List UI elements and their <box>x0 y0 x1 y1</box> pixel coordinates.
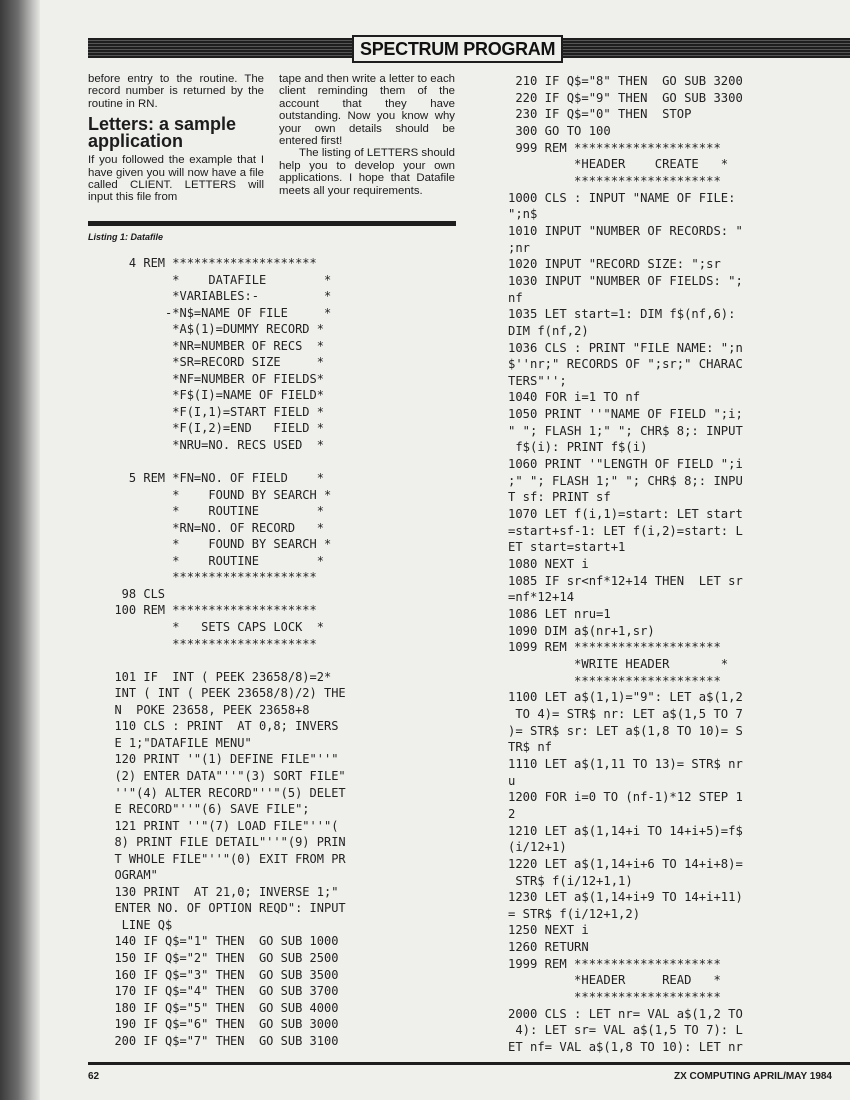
code-line: 8) PRINT FILE DETAIL"''"(9) PRIN <box>100 835 346 850</box>
code-line: T sf: PRINT sf <box>508 490 611 505</box>
code-line: *RN=NO. OF RECORD * <box>100 520 324 535</box>
code-line: * SETS CAPS LOCK * <box>100 620 324 635</box>
code-line: 101 IF INT ( PEEK 23658/8)=2* <box>100 669 332 684</box>
col2-paragraph-1: tape and then write a letter to each client reminding them of the account that they have outstanding. Now you know why your own details should be entered first! <box>279 73 455 148</box>
code-line: * DATAFILE * <box>100 272 332 287</box>
code-line: 210 IF Q$="8" THEN GO SUB 3200 <box>508 74 743 88</box>
code-line: *F$(I)=NAME OF FIELD* <box>100 388 324 403</box>
code-line: 1085 IF sr<nf*12+14 THEN LET sr <box>508 573 743 588</box>
code-line: TO 4)= STR$ nr: LET a$(1,5 TO 7 <box>508 706 743 721</box>
code-line: nf <box>508 290 523 305</box>
col1-paragraph-2: If you followed the example that I have given you will now have a file called CLIENT. LETTERS will input this file from <box>88 154 264 204</box>
code-line: 1250 NEXT i <box>508 923 589 938</box>
code-line: TR$ nf <box>508 740 553 755</box>
code-line: 1050 PRINT ''"NAME OF FIELD ";i; <box>508 407 743 422</box>
code-line: ''"(4) ALTER RECORD"''"(5) DELET <box>100 785 346 800</box>
footer-rule <box>88 1062 850 1065</box>
code-line: f$(i): PRINT f$(i) <box>508 440 648 455</box>
code-line: *VARIABLES:- * <box>100 289 332 304</box>
code-line: 1035 LET start=1: DIM f$(nf,6): <box>508 307 736 322</box>
code-line: E RECORD"''"(6) SAVE FILE"; <box>100 802 310 817</box>
code-line: E 1;"DATAFILE MENU" <box>100 735 252 750</box>
code-line: )= STR$ sr: LET a$(1,8 TO 10)= S <box>508 723 743 738</box>
code-line: 1230 LET a$(1,14+i+9 TO 14+i+11) <box>508 890 743 905</box>
code-line: 999 REM ******************** <box>508 140 721 155</box>
code-line: (2) ENTER DATA"''"(3) SORT FILE" <box>100 768 346 783</box>
section-divider <box>88 221 456 226</box>
code-line: ;nr <box>508 240 531 255</box>
code-line: 220 IF Q$="9" THEN GO SUB 3300 <box>508 90 743 105</box>
code-line: 121 PRINT ''"(7) LOAD FILE"''"( <box>100 818 339 833</box>
code-line: N POKE 23658, PEEK 23658+8 <box>100 702 310 717</box>
code-line: = STR$ f(i/12+1,2) <box>508 906 641 921</box>
code-line: *F(I,2)=END FIELD * <box>100 421 324 436</box>
code-line: ******************** <box>508 673 721 688</box>
code-line: 98 CLS <box>100 586 166 601</box>
code-line: 140 IF Q$="1" THEN GO SUB 1000 <box>100 934 339 949</box>
code-line: *A$(1)=DUMMY RECORD * <box>100 322 324 337</box>
article-heading: Letters: a sample application <box>88 114 237 152</box>
code-line <box>100 652 460 669</box>
code-line: TERS"''; <box>508 373 567 388</box>
code-line: 1040 FOR i=1 TO nf <box>508 390 641 405</box>
code-line: u <box>508 773 516 788</box>
code-line: 1036 CLS : PRINT "FILE NAME: ";n <box>508 340 743 355</box>
code-line: 1080 NEXT i <box>508 557 589 572</box>
code-line: -*N$=NAME OF FILE * <box>100 305 332 320</box>
code-line: *HEADER CREATE * <box>508 157 729 172</box>
code-line: (i/12+1) <box>508 840 567 855</box>
code-line: =nf*12+14 <box>508 590 575 605</box>
code-line: INT ( INT ( PEEK 23658/8)/2) THE <box>100 686 346 701</box>
code-line: 1210 LET a$(1,14+i TO 14+i+5)=f$ <box>508 823 743 838</box>
page-number: 62 <box>88 1071 100 1082</box>
code-line: ENTER NO. OF OPTION REQD": INPUT <box>100 901 346 916</box>
code-line: 1010 INPUT "NUMBER OF RECORDS: " <box>508 223 743 238</box>
listing-left-column <box>100 255 460 1049</box>
code-line: 2000 CLS : LET nr= VAL a$(1,2 TO <box>508 1006 743 1021</box>
code-line: 180 IF Q$="5" THEN GO SUB 4000 <box>100 1000 339 1015</box>
article-column-1 <box>88 73 264 204</box>
code-line: $''nr;" RECORDS OF ";sr;" CHARAC <box>508 357 743 372</box>
code-line: 1999 REM ******************** <box>508 956 721 971</box>
code-line: 5 REM *FN=NO. OF FIELD * <box>100 471 324 486</box>
code-line: 150 IF Q$="2" THEN GO SUB 2500 <box>100 950 339 965</box>
code-line: * FOUND BY SEARCH * <box>100 487 332 502</box>
code-line: *NF=NUMBER OF FIELDS* <box>100 371 324 386</box>
code-line: *NR=NUMBER OF RECS * <box>100 338 324 353</box>
code-line: 300 GO TO 100 <box>508 123 611 138</box>
code-line: 160 IF Q$="3" THEN GO SUB 3500 <box>100 967 339 982</box>
code-line: 230 IF Q$="0" THEN STOP <box>508 107 692 122</box>
code-line: 1086 LET nru=1 <box>508 607 611 621</box>
code-line: *NRU=NO. RECS USED * <box>100 438 324 453</box>
code-line: =start+sf-1: LET f(i,2)=start: L <box>508 523 743 538</box>
article-column-2 <box>279 73 455 197</box>
code-line: 4 REM ******************** <box>100 256 317 270</box>
code-line: 1070 LET f(i,1)=start: LET start <box>508 507 743 522</box>
code-line: 1000 CLS : INPUT "NAME OF FILE: <box>508 190 736 205</box>
code-line: 2 <box>508 806 516 821</box>
listing-caption: Listing 1: Datafile <box>88 232 164 242</box>
section-title: SPECTRUM PROGRAM <box>352 35 563 63</box>
code-line: *HEADER READ * <box>508 973 721 988</box>
code-line: *WRITE HEADER * <box>508 656 729 671</box>
code-line: 190 IF Q$="6" THEN GO SUB 3000 <box>100 1017 339 1032</box>
code-line: 1100 LET a$(1,1)="9": LET a$(1,2 <box>508 690 743 705</box>
code-line: " "; FLASH 1;" "; CHR$ 8;: INPUT <box>508 423 743 438</box>
code-line: DIM f(nf,2) <box>508 323 589 338</box>
code-line: ";n$ <box>508 207 538 222</box>
code-line: 100 REM ******************** <box>100 603 317 618</box>
code-line: ET nf= VAL a$(1,8 TO 10): LET nr <box>508 1040 743 1055</box>
code-line: 1020 INPUT "RECORD SIZE: ";sr <box>508 257 721 272</box>
code-line: OGRAM" <box>100 868 158 883</box>
page-spine-shadow <box>0 0 40 1100</box>
code-line: ******************** <box>508 173 721 188</box>
code-line: *F(I,1)=START FIELD * <box>100 404 324 419</box>
code-line: 4): LET sr= VAL a$(1,5 TO 7): L <box>508 1023 743 1038</box>
code-line: ET start=start+1 <box>508 540 626 555</box>
listing-right-column <box>508 73 844 1056</box>
code-line: * ROUTINE * <box>100 553 324 568</box>
code-line: 1110 LET a$(1,11 TO 13)= STR$ nr <box>508 756 743 771</box>
code-line: 1030 INPUT "NUMBER OF FIELDS: "; <box>508 273 743 288</box>
code-line: *SR=RECORD SIZE * <box>100 355 324 370</box>
code-line <box>100 454 460 471</box>
code-line: 200 IF Q$="7" THEN GO SUB 3100 <box>100 1033 339 1048</box>
code-line: 1220 LET a$(1,14+i+6 TO 14+i+8)= <box>508 856 743 871</box>
code-line: 1060 PRINT '"LENGTH OF FIELD ";i <box>508 457 743 472</box>
code-line: 110 CLS : PRINT AT 0,8; INVERS <box>100 719 339 734</box>
code-line: ;" "; FLASH 1;" "; CHR$ 8;: INPU <box>508 473 743 488</box>
code-line: T WHOLE FILE"''"(0) EXIT FROM PR <box>100 851 346 866</box>
code-line: 1200 FOR i=0 TO (nf-1)*12 STEP 1 <box>508 790 743 805</box>
col2-paragraph-2: The listing of LETTERS should help you to develop your own applications. I hope that Datafile meets all your requirements. <box>279 147 455 197</box>
code-line: 1260 RETURN <box>508 940 589 955</box>
magazine-issue: ZX COMPUTING APRIL/MAY 1984 <box>674 1071 832 1082</box>
code-line: ******************** <box>508 990 721 1005</box>
code-line: 1090 DIM a$(nr+1,sr) <box>508 623 655 638</box>
code-line: * ROUTINE * <box>100 504 324 519</box>
code-line: 170 IF Q$="4" THEN GO SUB 3700 <box>100 984 339 999</box>
code-line: 120 PRINT '"(1) DEFINE FILE"''" <box>100 752 339 767</box>
code-line: 1099 REM ******************** <box>508 640 721 655</box>
col1-paragraph-1: before entry to the routine. The record number is returned by the routine in RN. <box>88 73 264 110</box>
code-line: STR$ f(i/12+1,1) <box>508 873 633 888</box>
code-line: ******************** <box>100 570 317 585</box>
code-line: ******************** <box>100 636 317 651</box>
code-line: LINE Q$ <box>100 917 173 932</box>
code-line: * FOUND BY SEARCH * <box>100 537 332 552</box>
code-line: 130 PRINT AT 21,0; INVERSE 1;" <box>100 884 339 899</box>
